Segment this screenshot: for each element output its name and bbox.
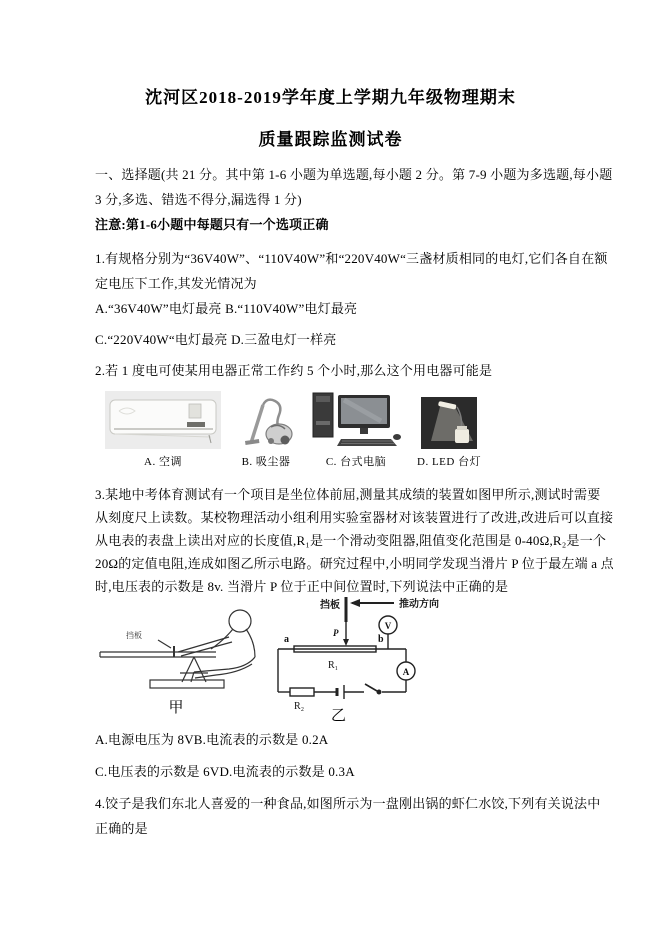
point-b-label: b — [378, 634, 384, 645]
notice-line: 注意:第1-6小题中每题只有一个选项正确 — [95, 217, 329, 232]
question-1-options-ab: A.“36V40W”电灯最亮 B.“110V40W”电灯最亮 — [95, 301, 358, 316]
question-4-line-1: 4.饺子是我们东北人喜爱的一种食品,如图所示为一盘刚出锅的虾仁水饺,下列有关说法中 — [95, 796, 601, 811]
option-a-air-conditioner — [105, 391, 221, 469]
question-3-line-3: 从电表的表盘上读出对应的长度值,R₁是一个滑动变阻器,阻值变化范围是 0-40Ω,R₂是一个 — [95, 533, 607, 548]
resistor-r2-label: R₂ — [294, 701, 305, 712]
question-2: 2.若 1 度电可使某用电器正常工作约 5 个小时,那么这个用电器可能是 — [95, 363, 493, 378]
intro-line-1: 一、选择题(共 21 分。其中第 1-6 小题为单选题,每小题 2 分。第 7-9 小题为多选题,每小题 — [95, 167, 613, 182]
question-1-line-2: 定电压下工作,其发光情况为 — [95, 276, 257, 291]
option-c-label: C. 台式电脑 — [325, 456, 387, 468]
question-1-line-1: 1.有规格分别为“36V40W”、“110V40W”和“220V40W“三盏材质相同的电灯,它们各自在额 — [95, 251, 608, 266]
question-3 — [95, 483, 614, 598]
figure-jia-caption: 甲 — [168, 700, 184, 716]
paper-title-line1: 沈河区2018-2019学年度上学期九年级物理期末 — [145, 88, 516, 107]
air-conditioner-image — [105, 391, 221, 449]
push-direction-label: 推动方向 — [399, 599, 439, 610]
desktop-computer-image — [311, 391, 401, 449]
yi-baffle-label: 挡板 — [320, 600, 340, 611]
option-d-label: D. LED 台灯 — [417, 456, 482, 468]
option-b-label: B. 吸尘器 — [241, 456, 291, 468]
paper-title-line2: 质量跟踪监测试卷 — [258, 130, 403, 149]
option-a-label: A. 空调 — [144, 456, 182, 468]
figure-yi — [266, 594, 466, 725]
question-3-options-ab: A.电源电压为 8VB.电流表的示数是 0.2A — [95, 732, 329, 747]
figure-yi-caption: 乙 — [330, 708, 346, 724]
point-a-label: a — [284, 634, 289, 645]
rheostat-r1-label: R₁ — [328, 660, 339, 671]
slider-p-label: P — [333, 628, 339, 638]
ammeter-icon: A — [402, 667, 410, 677]
question-3-figure-row — [92, 594, 466, 725]
question-2-image-row — [105, 391, 481, 469]
section-1-intro — [95, 162, 612, 212]
circuit-diagram — [266, 594, 466, 712]
voltmeter-icon: V — [384, 621, 392, 631]
question-3-line-1: 3.某地中考体育测试有一个项目是坐位体前屈,测量其成绩的装置如图甲所示,测试时需要 — [95, 487, 601, 502]
sit-and-reach-figure — [92, 594, 260, 694]
question-4 — [95, 791, 600, 841]
question-3-line-5: 时,电压表的示数是 8v. 当滑片 P 位于正中间位置时,下列说法中正确的是 — [95, 579, 509, 594]
option-d-led-lamp — [417, 397, 481, 469]
question-1 — [95, 246, 608, 296]
question-3-line-4: 20Ω的定值电阻,连成如图乙所示电路。研究过程中,小明同学发现当滑片 P 位于最左端 a 点 — [95, 556, 614, 571]
question-1-options-cd: C.“220V40W“电灯最亮 D.三盈电灯一样亮 — [95, 332, 337, 347]
vacuum-cleaner-image — [237, 391, 295, 449]
led-lamp-image — [421, 397, 477, 449]
option-c-desktop-computer — [311, 391, 401, 469]
question-4-line-2: 正确的是 — [95, 821, 148, 836]
jia-baffle-label: 挡板 — [126, 631, 142, 640]
option-b-vacuum-cleaner — [237, 391, 295, 469]
question-3-options-cd: C.电压表的示数是 6VD.电流表的示数是 0.3A — [95, 764, 355, 779]
figure-jia — [92, 594, 260, 717]
intro-line-2: 3 分,多选、错选不得分,漏选得 1 分) — [95, 192, 302, 207]
question-3-line-2: 从刻度尺上读数。某校物理活动小组利用实验室器材对该装置进行了改进,改进后可以直接 — [95, 510, 614, 525]
